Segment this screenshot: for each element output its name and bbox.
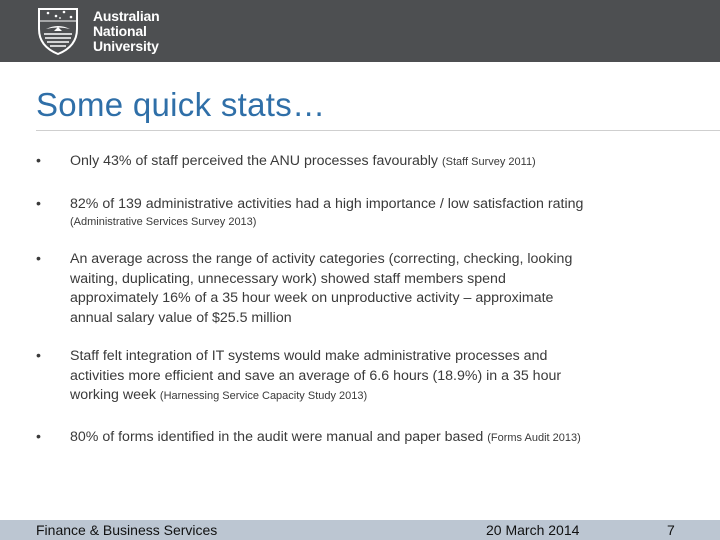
bullet-line: 80% of forms identified in the audit were manual and paper based xyxy=(70,429,484,445)
bullet-source: (Staff Survey 2011) xyxy=(441,156,536,168)
bullet-source: (Administrative Services Survey 2013) xyxy=(70,215,257,228)
bullet-text xyxy=(70,250,670,328)
bullet-marker: • xyxy=(36,429,41,445)
bullet-line: Only 43% of staff perceived the ANU processes favourably xyxy=(70,153,439,169)
logo-line-3: University xyxy=(93,37,159,54)
bullet-line: waiting, duplicating, unnecessary work) showed staff members spend xyxy=(70,270,506,287)
bullet-marker: • xyxy=(36,153,41,169)
logo-line-2: National xyxy=(93,22,147,39)
bullet-source: (Forms Audit 2013) xyxy=(487,432,581,444)
page-number: 7 xyxy=(667,522,675,538)
bullet-line: 82% of 139 administrative activities had a high importance / low satisfaction rating xyxy=(70,196,584,212)
bullet-text xyxy=(70,428,670,449)
logo-line-1: Australian xyxy=(93,7,160,24)
anu-crest-icon xyxy=(36,7,80,55)
bullet-line: working week xyxy=(70,387,156,403)
bullet-marker: • xyxy=(36,348,41,364)
footer-department: Finance & Business Services xyxy=(36,522,218,538)
bullet-text xyxy=(70,195,670,229)
bullet-line: An average across the range of activity categories (correcting, checking, looking xyxy=(70,251,573,267)
bullet-marker: • xyxy=(36,251,41,267)
bullet-line: annual salary value of $25.5 million xyxy=(70,309,292,326)
bullet-line: Staff felt integration of IT systems would make administrative processes and xyxy=(70,348,548,364)
bullet-line: activities more efficient and save an average of 6.6 hours (18.9%) in a 35 hour xyxy=(70,367,562,384)
logo-wordmark xyxy=(93,9,159,54)
footer-bar xyxy=(0,520,720,540)
bullet-text xyxy=(70,347,670,407)
bullet-line: approximately 16% of a 35 hour week on unproductive activity – approximate xyxy=(70,290,554,306)
slide-title: Some quick stats… xyxy=(36,86,326,123)
footer-date: 20 March 2014 xyxy=(486,522,580,538)
bullet-text xyxy=(70,152,670,173)
title-divider xyxy=(36,130,720,131)
bullet-source: (Harnessing Service Capacity Study 2013) xyxy=(159,390,368,402)
anu-logo[interactable] xyxy=(36,5,159,57)
header-bar xyxy=(0,0,720,62)
bullet-marker: • xyxy=(36,196,41,212)
